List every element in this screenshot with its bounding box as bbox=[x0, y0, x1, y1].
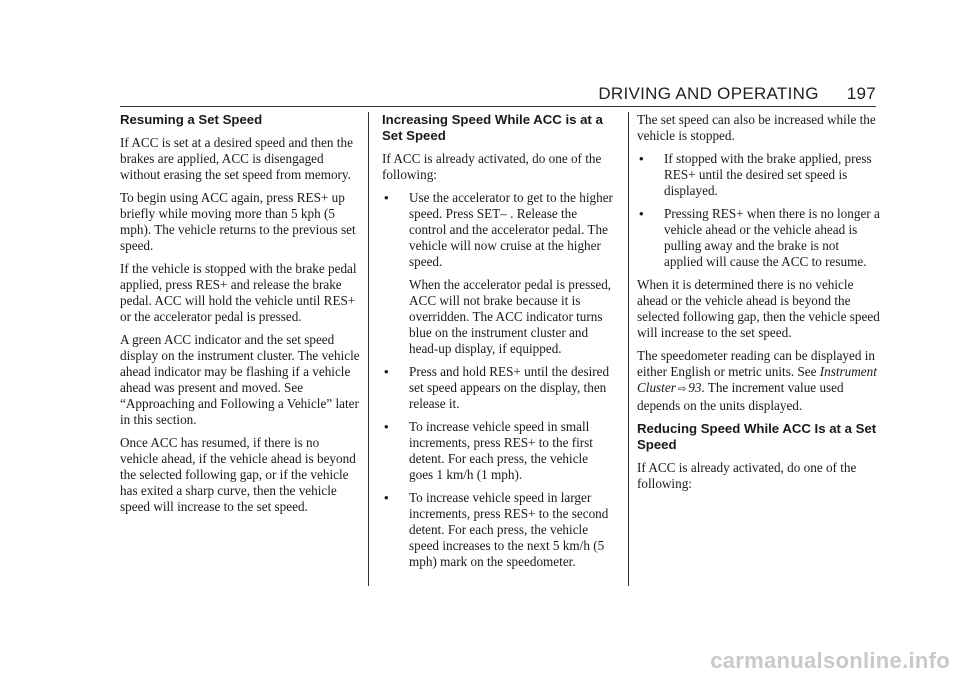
list-item-text: To increase vehicle speed in larger increments, press RES+ to the second detent. For each press, the vehicle speed increases to the next 5 km/h (5 mph) mark on the speedometer. bbox=[409, 490, 609, 569]
heading-increasing-speed: Increasing Speed While ACC is at a Set Speed bbox=[382, 112, 603, 143]
paragraph-with-reference bbox=[637, 348, 881, 414]
list-item bbox=[382, 364, 614, 412]
cross-reference-page[interactable]: 93 bbox=[688, 380, 702, 395]
bullet-marker: • bbox=[639, 206, 644, 221]
paragraph: When it is determined there is no vehicle ahead or the vehicle ahead is beyond the selected following gap, then the vehicle speed will increase to the set speed. bbox=[637, 277, 880, 340]
paragraph: If ACC is set at a desired speed and then the brakes are applied, ACC is disengaged without erasing the set speed from memory. bbox=[120, 135, 353, 182]
running-header bbox=[598, 84, 876, 104]
paragraph: If ACC is already activated, do one of the following: bbox=[382, 151, 602, 182]
paragraph: A green ACC indicator and the set speed display on the instrument cluster. The vehicle ahead indicator may be flashing if a vehicle ahead was present and moved. See “Approaching and Following a Vehicle” later in this section. bbox=[120, 332, 360, 427]
list-item-text: To increase vehicle speed in small increments, press RES+ to the first detent. For each press, the vehicle goes 1 km/h (1 mph). bbox=[409, 419, 593, 482]
section-title: DRIVING AND OPERATING bbox=[598, 84, 819, 103]
column-1 bbox=[120, 112, 360, 522]
bullet-marker: • bbox=[384, 490, 389, 505]
heading-resuming-set-speed: Resuming a Set Speed bbox=[120, 112, 263, 127]
column-divider bbox=[628, 112, 629, 586]
bullet-marker: • bbox=[384, 190, 389, 205]
column-divider bbox=[368, 112, 369, 586]
paragraph: If the vehicle is stopped with the brake pedal applied, press RES+ and release the brake pedal. ACC will hold the vehicle until RES+ or the accelerator pedal is pressed. bbox=[120, 261, 357, 324]
column-3 bbox=[637, 112, 881, 499]
paragraph: To begin using ACC again, press RES+ up briefly while moving more than 5 kph (5 mph). The vehicle returns to the previous set speed. bbox=[120, 190, 356, 253]
text-run: . The increment value used depends on the units displayed. bbox=[637, 380, 844, 413]
list-item bbox=[382, 190, 614, 357]
text-run: The speedometer reading can be displayed in either English or metric units. See bbox=[637, 348, 876, 379]
list-item bbox=[382, 490, 614, 570]
bullet-marker: • bbox=[639, 151, 644, 166]
header-rule bbox=[120, 106, 876, 107]
list-item-text: If stopped with the brake applied, press RES+ until the desired set speed is displayed. bbox=[664, 151, 872, 198]
bullet-marker: • bbox=[384, 419, 389, 434]
list-item-text: Use the accelerator to get to the higher speed. Press SET– . Release the control and the accelerator pedal. The vehicle will now cruise at the higher speed. bbox=[409, 190, 613, 269]
paragraph: If ACC is already activated, do one of the following: bbox=[637, 460, 857, 491]
heading-reducing-speed: Reducing Speed While ACC Is at a Set Speed bbox=[637, 421, 877, 452]
cross-reference-link[interactable]: Instrument Cluster bbox=[637, 364, 877, 395]
page-number: 197 bbox=[846, 84, 876, 103]
bullet-marker: • bbox=[384, 364, 389, 379]
paragraph: Once ACC has resumed, if there is no vehicle ahead, if the vehicle ahead is beyond the selected following gap, or if the vehicle has exited a sharp curve, then the vehicle speed will increase to the set speed. bbox=[120, 435, 356, 514]
list-item bbox=[637, 151, 881, 199]
list-item bbox=[382, 419, 614, 483]
watermark: carmanualsonline.info bbox=[710, 648, 950, 673]
list-item bbox=[637, 206, 881, 270]
page-reference-arrow-icon: ⇨ bbox=[677, 384, 687, 395]
list-item-text: Pressing RES+ when there is no longer a vehicle ahead or the vehicle ahead is pulling away and the brake is not applied will cause the ACC to resume. bbox=[664, 206, 880, 269]
list-item-text: Press and hold RES+ until the desired set speed appears on the display, then release it. bbox=[409, 364, 610, 411]
list-item-subtext: When the accelerator pedal is pressed, ACC will not brake because it is overridden. The ACC indicator turns blue on the instrument cluster and head-up display, if equipped. bbox=[409, 277, 612, 356]
paragraph: The set speed can also be increased while the vehicle is stopped. bbox=[637, 112, 876, 143]
column-2 bbox=[382, 112, 614, 577]
